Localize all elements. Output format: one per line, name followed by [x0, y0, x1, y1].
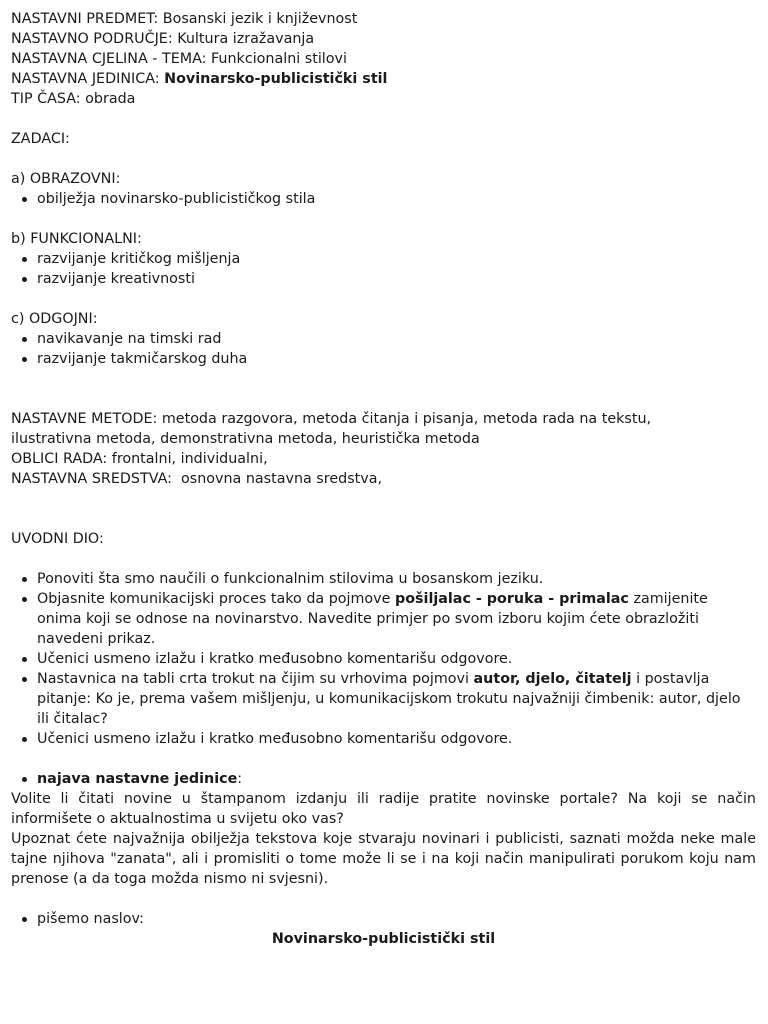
educational-list — [11, 189, 756, 209]
methods-line-2: ilustrativna metoda, demonstrativna metoda, heuristička metoda — [11, 431, 480, 447]
lesson-type-label: TIP ČASA: — [11, 91, 81, 107]
pedagogical-list — [11, 329, 756, 369]
unit-theme-label: NASTAVNA CJELINA - TEMA: — [11, 51, 207, 67]
list-item: Učenici usmeno izlažu i kratko međusobno komentarišu odgovore. — [37, 729, 756, 749]
bold-term: autor, djelo, čitatelj — [473, 671, 632, 687]
unit-theme-value: Funkcionalni stilovi — [210, 51, 347, 67]
subject-label: NASTAVNI PREDMET: — [11, 11, 159, 27]
announcement-paragraph-2: Upoznat ćete najvažnija obilježja tekstova koje stvaraju novinari i publicisti, saznati možda neke male tajne njihova "zanata", ali i promisliti o tome može li se i na koji način manipulirati porukom koju nam prenose (a da toga možda nismo ni svjesni). — [11, 831, 756, 887]
introduction-heading: UVODNI DIO: — [11, 531, 104, 547]
methods-value: metoda razgovora, metoda čitanja i pisanja, metoda rada na tekstu, — [161, 411, 652, 427]
lesson-line — [11, 69, 756, 89]
pedagogical-label: c) ODGOJNI: — [11, 311, 98, 327]
list-item: razvijanje kritičkog mišljenja — [37, 249, 756, 269]
methods-label: NASTAVNE METODE: — [11, 411, 158, 427]
list-item: najava nastavne jedinice: — [37, 769, 756, 789]
list-item: razvijanje takmičarskog duha — [37, 349, 756, 369]
methods-line — [11, 409, 756, 429]
unit-theme-line — [11, 49, 756, 69]
title-list — [11, 909, 756, 929]
subject-value: Bosanski jezik i književnost — [162, 11, 358, 27]
lesson-plan-document — [11, 9, 756, 949]
subject-line — [11, 9, 756, 29]
bold-term: pošiljalac - poruka - primalac — [394, 591, 629, 607]
educational-label: a) OBRAZOVNI: — [11, 171, 121, 187]
lesson-title: Novinarsko-publicistički stil — [271, 931, 496, 947]
lesson-value: Novinarsko-publicistički stil — [164, 71, 388, 87]
work-forms-label: OBLICI RADA: — [11, 451, 108, 467]
announcement-paragraph-1: Volite li čitati novine u štampanom izdanju ili radije pratite novinske portale? Na koji se način informišete o aktualnostima u svijetu oko vas? — [11, 791, 756, 827]
announcement-label: najava nastavne jedinice — [37, 771, 238, 787]
list-item: navikavanje na timski rad — [37, 329, 756, 349]
lesson-label: NASTAVNA JEDINICA: — [11, 71, 160, 87]
functional-label: b) FUNKCIONALNI: — [11, 231, 142, 247]
list-item: Ponoviti šta smo naučili o funkcionalnim stilovima u bosanskom jeziku. — [37, 569, 756, 589]
introduction-list — [11, 569, 756, 749]
announcement-list — [11, 769, 756, 789]
work-forms-value: frontalni, individualni, — [111, 451, 268, 467]
work-forms-line — [11, 449, 756, 469]
list-item: Nastavnica na tabli crta trokut na čijim su vrhovima pojmovi autor, djelo, čitatelj i postavlja pitanje: Ko je, prema vašem mišljenju, u komunikacijskom trokutu najvažniji čimbenik: autor, djelo ili čitalac? — [37, 669, 756, 729]
lesson-type-value: obrada — [85, 91, 136, 107]
list-item: pišemo naslov: — [37, 909, 756, 929]
list-item: obilježja novinarsko-publicističkog stila — [37, 189, 756, 209]
tasks-heading: ZADACI: — [11, 131, 70, 147]
list-item: Objasnite komunikacijski proces tako da pojmove pošiljalac - poruka - primalac zamijenite onima koji se odnose na novinarstvo. Navedite primjer po svom izboru kojim ćete obrazložiti navedeni prikaz. — [37, 589, 756, 649]
teaching-aids-value: osnovna nastavna sredstva, — [176, 471, 383, 487]
teaching-aids-line — [11, 469, 756, 489]
lesson-type-line — [11, 89, 756, 109]
functional-list — [11, 249, 756, 289]
list-item: razvijanje kreativnosti — [37, 269, 756, 289]
area-label: NASTAVNO PODRUČJE: — [11, 31, 173, 47]
area-line — [11, 29, 756, 49]
list-item: Učenici usmeno izlažu i kratko međusobno komentarišu odgovore. — [37, 649, 756, 669]
area-value: Kultura izražavanja — [177, 31, 315, 47]
teaching-aids-label: NASTAVNA SREDSTVA: — [11, 471, 172, 487]
